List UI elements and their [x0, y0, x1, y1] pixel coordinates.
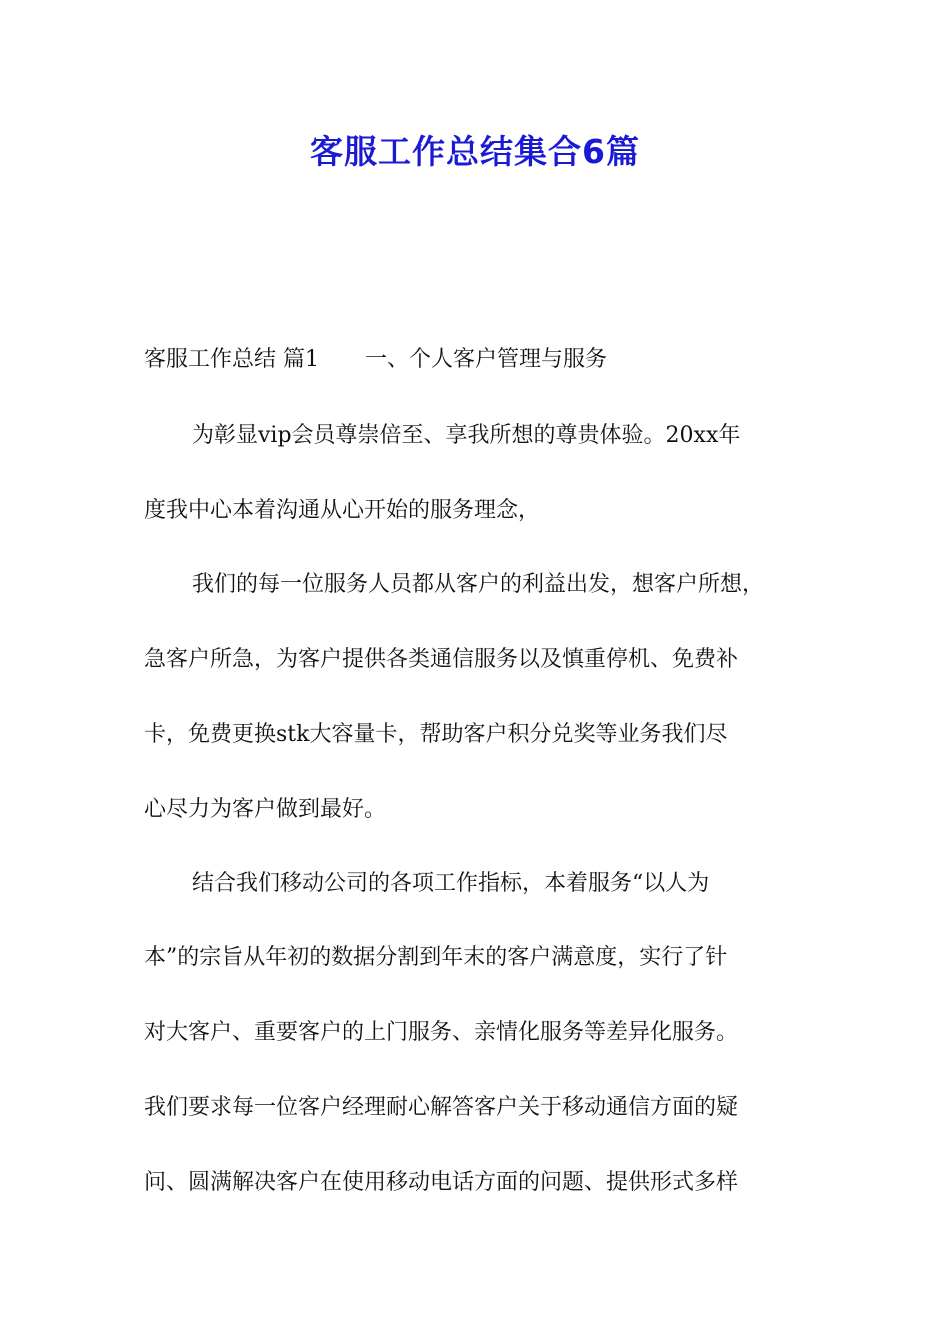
- paragraph-line: 度我中心本着沟通从心开始的服务理念，: [144, 498, 541, 523]
- paragraph-line: 我们的每一位服务人员都从客户的利益出发，想客户所想，: [192, 572, 765, 597]
- paragraph-line: 为彰显vip会员尊崇倍至、享我所想的尊贵体验。20xx年: [192, 423, 741, 448]
- paragraph-line: 急客户所急，为客户提供各类通信服务以及慎重停机、免费补: [144, 647, 739, 672]
- section-heading-line: [144, 345, 824, 375]
- paragraph-line: 卡，免费更换stk大容量卡，帮助客户积分兑奖等业务我们尽: [144, 722, 728, 747]
- paragraph-line: 本”的宗旨从年初的数据分割到年末的客户满意度，实行了针: [144, 945, 728, 970]
- paragraph-line: 对大客户、重要客户的上门服务、亲情化服务等差异化服务。: [144, 1020, 739, 1045]
- section-heading: 客服工作总结 篇1: [144, 347, 319, 372]
- paragraph-line: 心尽力为客户做到最好。: [144, 797, 387, 822]
- paragraph-line: 我们要求每一位客户经理耐心解答客户关于移动通信方面的疑: [144, 1095, 739, 1120]
- sub-heading: 一、个人客户管理与服务: [365, 347, 608, 372]
- paragraph-line: 结合我们移动公司的各项工作指标，本着服务“以人为: [192, 871, 710, 896]
- paragraph-line: 问、圆满解决客户在使用移动电话方面的问题、提供形式多样: [144, 1170, 739, 1195]
- document-title: 客服工作总结集合6篇: [310, 132, 640, 171]
